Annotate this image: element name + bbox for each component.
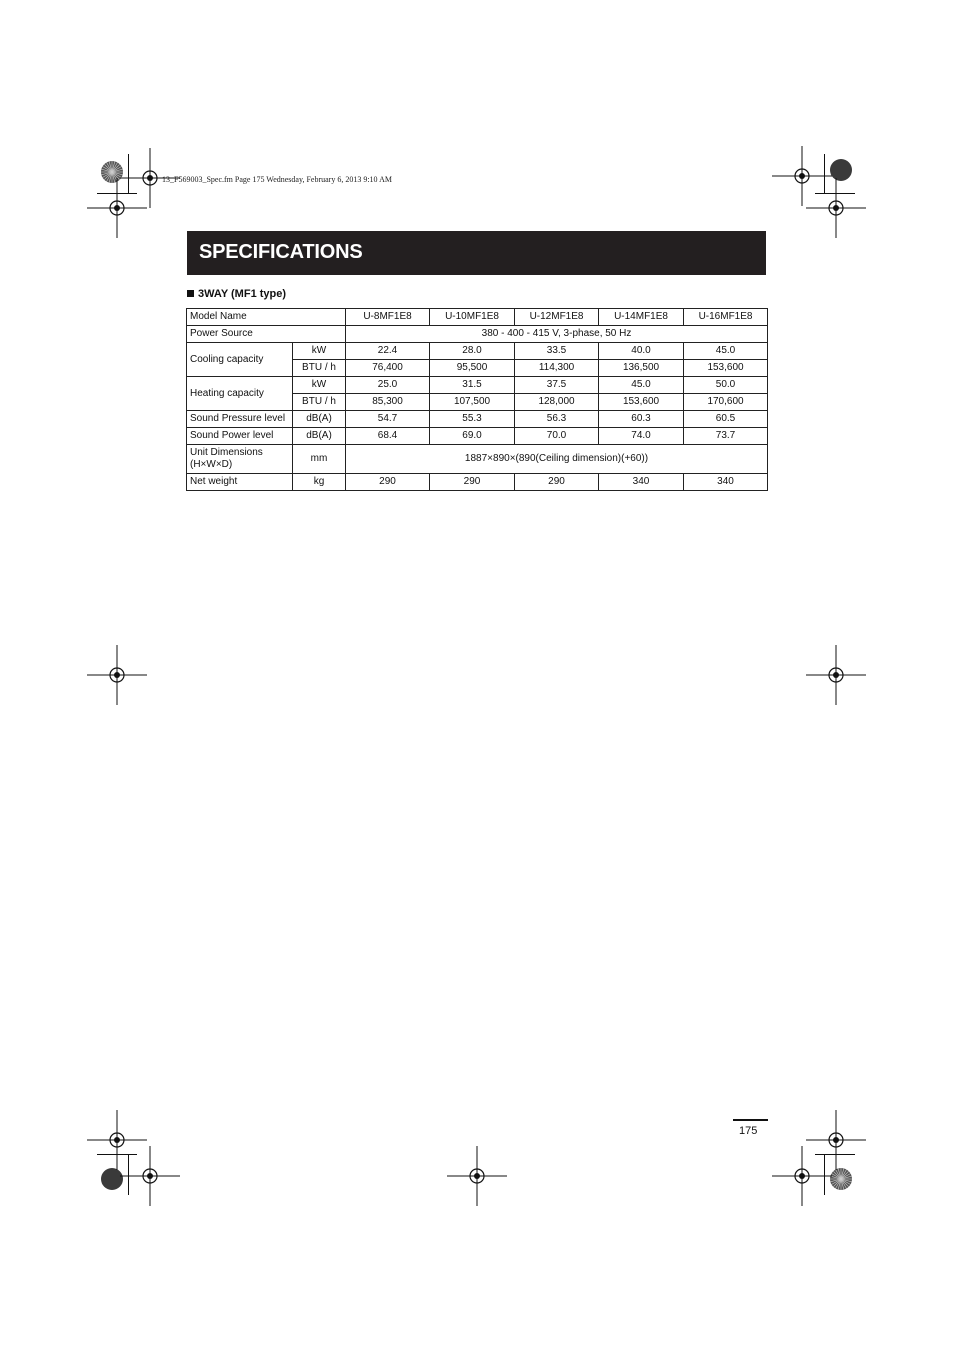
table-row-heating-kw: [187, 377, 768, 394]
cooling-capacity-label: Cooling capacity: [187, 343, 293, 377]
value-cell: 69.0: [430, 428, 515, 445]
value-cell: 85,300: [346, 394, 430, 411]
unit-cell: BTU / h: [293, 394, 346, 411]
value-cell: 55.3: [430, 411, 515, 428]
registration-target-icon: [447, 1146, 507, 1206]
table-row-power-source: [187, 326, 768, 343]
page-title: SPECIFICATIONS: [199, 241, 363, 263]
unit-cell: mm: [293, 445, 346, 474]
value-cell: 22.4: [346, 343, 430, 360]
file-slug: 13_F569003_Spec.fm Page 175 Wednesday, February 6, 2013 9:10 AM: [162, 175, 392, 184]
crop-mark: [824, 1155, 825, 1195]
value-cell: 50.0: [684, 377, 768, 394]
value-cell: 76,400: [346, 360, 430, 377]
crop-mark: [815, 193, 855, 194]
value-cell: 60.5: [684, 411, 768, 428]
value-cell: 114,300: [515, 360, 599, 377]
model-cell: U-16MF1E8: [684, 309, 768, 326]
crop-mark: [97, 1154, 137, 1155]
table-row-model: [187, 309, 768, 326]
crop-mark: [128, 1155, 129, 1195]
unit-cell: dB(A): [293, 411, 346, 428]
model-cell: U-10MF1E8: [430, 309, 515, 326]
value-cell: 340: [684, 474, 768, 491]
registration-target-icon: [120, 1146, 180, 1206]
heating-capacity-label: Heating capacity: [187, 377, 293, 411]
sound-pressure-label: Sound Pressure level: [187, 411, 293, 428]
value-cell: 37.5: [515, 377, 599, 394]
unit-dimensions-label-line2: (H×W×D): [190, 459, 233, 470]
value-cell: 170,600: [684, 394, 768, 411]
unit-cell: kg: [293, 474, 346, 491]
value-cell: 45.0: [599, 377, 684, 394]
value-cell: 33.5: [515, 343, 599, 360]
value-cell: 95,500: [430, 360, 515, 377]
net-weight-label: Net weight: [187, 474, 293, 491]
sound-power-label: Sound Power level: [187, 428, 293, 445]
page-number: 175: [739, 1125, 758, 1137]
crop-mark: [128, 154, 129, 194]
value-cell: 40.0: [599, 343, 684, 360]
crop-mark: [824, 154, 825, 194]
value-cell: 74.0: [599, 428, 684, 445]
value-cell: 54.7: [346, 411, 430, 428]
color-target-icon: [829, 1167, 853, 1191]
unit-cell: dB(A): [293, 428, 346, 445]
value-cell: 70.0: [515, 428, 599, 445]
value-cell: 107,500: [430, 394, 515, 411]
value-cell: 73.7: [684, 428, 768, 445]
unit-cell: kW: [293, 377, 346, 394]
registration-target-icon: [806, 178, 866, 238]
table-row-sound-pressure: [187, 411, 768, 428]
value-cell: 31.5: [430, 377, 515, 394]
unit-cell: BTU / h: [293, 360, 346, 377]
model-name-label: Model Name: [187, 309, 346, 326]
specifications-table: [186, 308, 768, 491]
dimensions-value: 1887×890×(890(Ceiling dimension)(+60)): [346, 445, 768, 474]
table-row-sound-power: [187, 428, 768, 445]
registration-target-icon: [806, 645, 866, 705]
value-cell: 25.0: [346, 377, 430, 394]
table-row-net-weight: [187, 474, 768, 491]
unit-dimensions-label-line1: Unit Dimensions: [190, 447, 263, 458]
table-row-dimensions: [187, 445, 768, 474]
model-cell: U-12MF1E8: [515, 309, 599, 326]
registration-target-icon: [772, 1146, 832, 1206]
value-cell: 28.0: [430, 343, 515, 360]
square-bullet-icon: [187, 290, 194, 297]
model-cell: U-8MF1E8: [346, 309, 430, 326]
table-row-cooling-kw: [187, 343, 768, 360]
crop-mark: [815, 1154, 855, 1155]
value-cell: 60.3: [599, 411, 684, 428]
value-cell: 340: [599, 474, 684, 491]
section-heading: [187, 288, 286, 300]
crop-mark: [97, 193, 137, 194]
model-cell: U-14MF1E8: [599, 309, 684, 326]
value-cell: 68.4: [346, 428, 430, 445]
page-number-rule: [733, 1119, 768, 1121]
unit-cell: kW: [293, 343, 346, 360]
value-cell: 290: [515, 474, 599, 491]
value-cell: 45.0: [684, 343, 768, 360]
value-cell: 128,000: [515, 394, 599, 411]
value-cell: 153,600: [684, 360, 768, 377]
value-cell: 136,500: [599, 360, 684, 377]
value-cell: 290: [346, 474, 430, 491]
power-source-value: 380 - 400 - 415 V, 3-phase, 50 Hz: [346, 326, 768, 343]
registration-target-icon: [87, 645, 147, 705]
registration-target-icon: [87, 178, 147, 238]
value-cell: 153,600: [599, 394, 684, 411]
power-source-label: Power Source: [187, 326, 346, 343]
value-cell: 290: [430, 474, 515, 491]
title-bar: [187, 231, 766, 275]
unit-dimensions-label: [187, 445, 293, 474]
value-cell: 56.3: [515, 411, 599, 428]
section-heading-text: 3WAY (MF1 type): [198, 288, 287, 300]
